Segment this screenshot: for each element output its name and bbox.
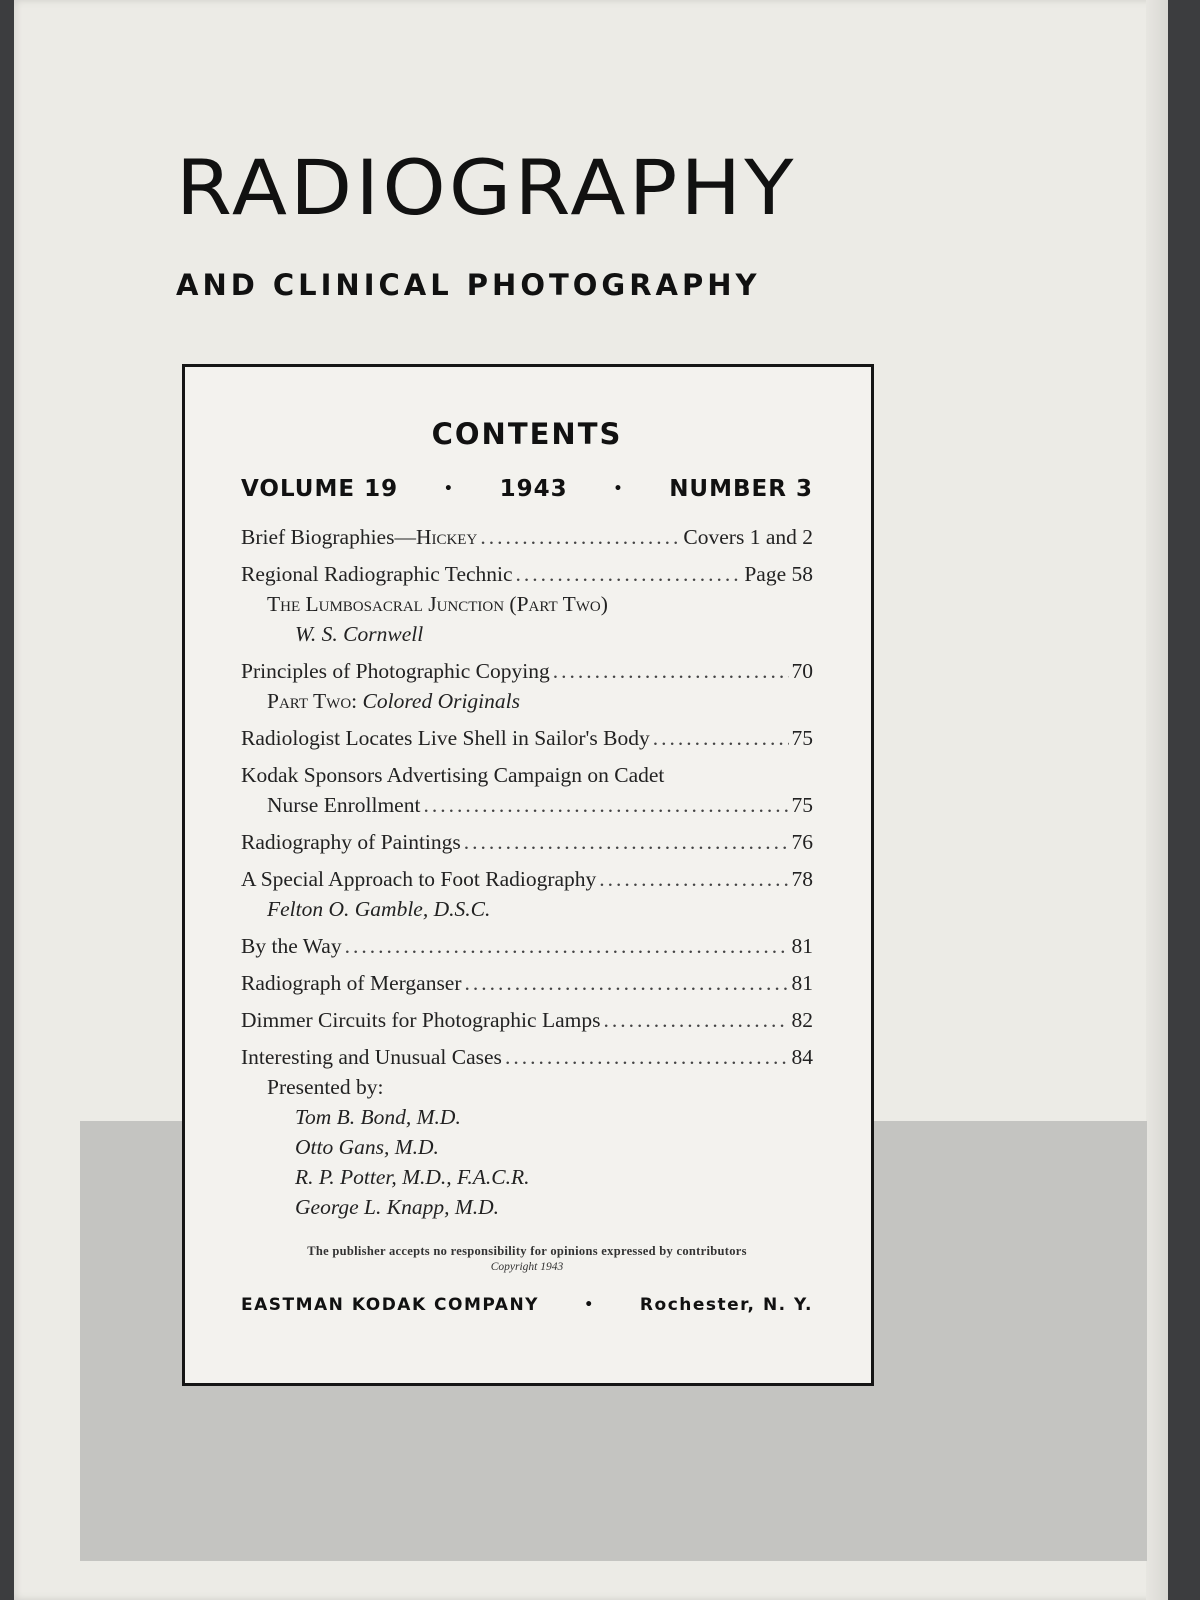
dot-leader [465,968,789,998]
toc-entry [241,864,813,894]
dot-leader [345,931,789,961]
number-label: NUMBER 3 [669,476,813,502]
toc-title: Brief Biographies— [241,525,416,549]
toc-subtitle [241,686,813,716]
journal-subtitle: AND CLINICAL PHOTOGRAPHY [176,268,761,302]
dot-leader [603,1005,788,1035]
toc-entry [241,968,813,998]
publisher-location: Rochester, N. Y. [639,1295,813,1315]
dot-leader [599,864,788,894]
toc-entry [241,931,813,961]
dot-leader [516,559,742,589]
toc-entry [241,559,813,589]
toc-page: 84 [791,1045,813,1069]
masthead [176,143,886,302]
journal-title: RADIOGRAPHY [176,143,797,232]
presenter-name: George L. Knapp, M.D. [295,1195,500,1219]
toc-page: 70 [791,659,813,683]
table-of-contents [241,522,813,1222]
disclaimer: The publisher accepts no responsibility for opinions expressed by contributors [307,1244,747,1258]
toc-title: Radiograph of Merganser [241,971,462,995]
toc-subtitle-label: Part Two: [267,689,358,713]
toc-author: Felton O. Gamble, D.S.C. [267,897,491,921]
toc-subtitle: The Lumbosacral Junction (Part Two) [267,592,608,616]
toc-page: Page 58 [744,562,813,586]
toc-author: W. S. Cornwell [295,622,424,646]
dot-leader [423,790,788,820]
toc-page: Covers 1 and 2 [683,525,813,549]
toc-entry [241,723,813,753]
toc-page: 81 [791,971,813,995]
bullet-separator: • [584,1297,595,1313]
dot-leader [480,522,680,552]
publisher-footer [241,1295,813,1315]
toc-title-line: Kodak Sponsors Advertising Campaign on Cadet [241,763,665,787]
toc-page: 75 [791,793,813,817]
toc-entry [241,1005,813,1035]
presenter-name: R. P. Potter, M.D., F.A.C.R. [295,1165,530,1189]
toc-page: 75 [791,726,813,750]
toc-entry [241,656,813,686]
toc-title: By the Way [241,934,342,958]
year-label: 1943 [499,476,568,502]
toc-title: A Special Approach to Foot Radiography [241,867,597,891]
toc-title: Principles of Photographic Copying [241,659,550,683]
bullet-separator: • [443,481,454,497]
toc-title: Regional Radiographic Technic [241,562,513,586]
toc-title: Interesting and Unusual Cases [241,1045,502,1069]
contents-box [182,364,874,1386]
toc-title-smallcaps: Hickey [415,525,478,549]
dot-leader [505,1042,789,1072]
toc-entry [241,1042,813,1072]
copyright: Copyright 1943 [490,1261,564,1273]
dot-leader [464,827,789,857]
toc-page: 82 [791,1008,813,1032]
toc-page: 76 [791,830,813,854]
toc-entry [241,827,813,857]
toc-page: 81 [791,934,813,958]
bullet-separator: • [613,481,624,497]
dot-leader [653,723,789,753]
presenter-name: Tom B. Bond, M.D. [295,1105,461,1129]
toc-title: Dimmer Circuits for Photographic Lamps [241,1008,601,1032]
toc-page: 78 [791,867,813,891]
page-edge [1146,0,1168,1600]
issue-info [241,476,813,502]
toc-subtitle-text: Colored Originals [362,689,520,713]
presenter-name: Otto Gans, M.D. [295,1135,439,1159]
toc-entry [241,522,813,552]
toc-title: Radiography of Paintings [241,830,461,854]
toc-title: Radiologist Locates Live Shell in Sailor's Body [241,726,650,750]
volume-label: VOLUME 19 [241,476,399,502]
toc-title: Nurse Enrollment [267,793,421,817]
contents-heading: CONTENTS [431,417,623,451]
publisher-name: EASTMAN KODAK COMPANY [241,1295,539,1315]
presented-by-label: Presented by: [267,1075,384,1099]
dot-leader [553,656,789,686]
magazine-page [14,0,1168,1600]
toc-entry [241,790,813,820]
